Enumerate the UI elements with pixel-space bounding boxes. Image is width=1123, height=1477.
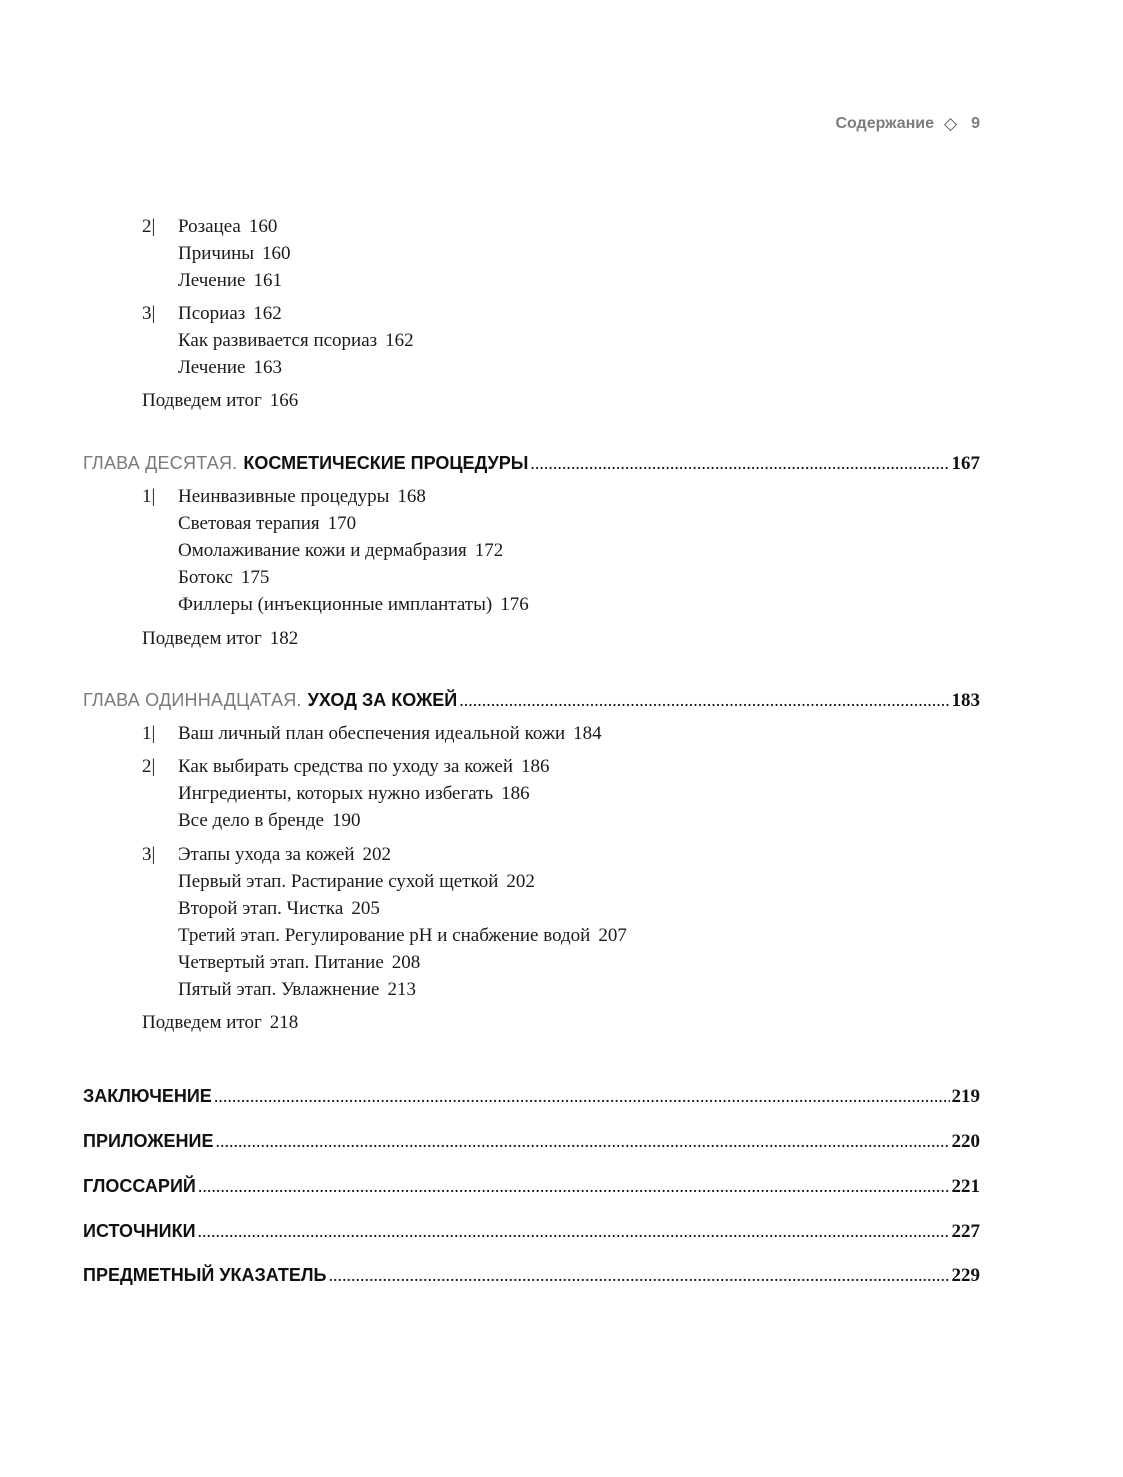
toc-entry[interactable]: Омолаживание кожи и дермабразия 172 <box>178 540 504 561</box>
section-title: Содержание <box>835 115 935 132</box>
toc-entry[interactable]: Третий этап. Регулирование pH и снабжение водой 207 <box>178 925 627 946</box>
toc-entry[interactable]: 1| Ваш личный план обеспечения идеальной кожи 184 <box>142 723 602 744</box>
toc-appendix[interactable]: ПРИЛОЖЕНИЕ ..... 220 <box>83 1129 980 1154</box>
dot-leader <box>214 1084 950 1108</box>
toc-chapter-11[interactable] <box>83 688 980 713</box>
toc-entry[interactable]: Четвертый этап. Питание 208 <box>178 952 421 973</box>
toc-entry[interactable]: 2| Розацеа 160 <box>142 216 278 237</box>
dot-leader <box>328 1263 949 1287</box>
dot-leader <box>198 1219 950 1243</box>
toc-entry[interactable]: 2| Как выбирать средства по уходу за кожей 186 <box>142 756 550 777</box>
toc-section-steps <box>142 841 627 1003</box>
page-number: 9 <box>971 115 980 132</box>
toc-sources[interactable]: ИСТОЧНИКИ ..... 227 <box>83 1219 980 1244</box>
toc-entry[interactable]: Ингредиенты, которых нужно избегать 186 <box>178 783 530 804</box>
toc-glossary[interactable]: ГЛОССАРИЙ ..... 221 <box>83 1174 980 1199</box>
dot-leader <box>459 688 949 712</box>
toc-entry[interactable]: Первый этап. Растирание сухой щеткой 202 <box>178 871 535 892</box>
toc-summary[interactable]: Подведем итог 218 <box>142 1012 299 1033</box>
toc-entry[interactable]: 1| Неинвазивные процедуры 168 <box>142 486 426 507</box>
toc-section-rosacea <box>142 213 291 294</box>
toc-entry[interactable]: Лечение 163 <box>178 357 282 378</box>
toc-entry[interactable]: Лечение 161 <box>178 270 282 291</box>
toc-summary[interactable]: Подведем итог 166 <box>142 390 299 411</box>
toc-entry[interactable]: Как развивается псориаз 162 <box>178 330 414 351</box>
toc-entry[interactable]: 3| Псориаз 162 <box>142 303 282 324</box>
toc-entry[interactable]: Пятый этап. Увлажнение 213 <box>178 979 416 1000</box>
chapter-page: 183 <box>951 690 980 711</box>
dot-leader <box>530 451 949 475</box>
toc-chapter-10[interactable] <box>83 451 980 476</box>
chapter-page: 167 <box>951 453 980 474</box>
dot-leader <box>198 1174 950 1198</box>
toc-summary[interactable]: Подведем итог 182 <box>142 628 299 649</box>
chapter-label: ГЛАВА ДЕСЯТАЯ. <box>83 453 238 473</box>
running-head <box>835 114 980 134</box>
chapter-title: УХОД ЗА КОЖЕЙ <box>307 690 458 710</box>
toc-entry[interactable]: Световая терапия 170 <box>178 513 357 534</box>
toc-section-plan <box>142 720 602 747</box>
toc-entry[interactable]: Ботокс 175 <box>178 567 270 588</box>
chapter-label: ГЛАВА ОДИННАДЦАТАЯ. <box>83 690 302 710</box>
chapter-title: КОСМЕТИЧЕСКИЕ ПРОЦЕДУРЫ <box>243 453 529 473</box>
toc-entry[interactable]: Филлеры (инъекционные имплантаты) 176 <box>178 594 529 615</box>
toc-section-products <box>142 753 550 834</box>
diamond-outline-icon: ◇ <box>944 114 958 133</box>
toc-index[interactable]: ПРЕДМЕТНЫЙ УКАЗАТЕЛЬ ..... 229 <box>83 1263 980 1288</box>
dot-leader <box>216 1129 950 1153</box>
toc-entry[interactable]: Все дело в бренде 190 <box>178 810 361 831</box>
toc-entry[interactable]: 3| Этапы ухода за кожей 202 <box>142 844 391 865</box>
toc-entry[interactable]: Второй этап. Чистка 205 <box>178 898 380 919</box>
toc-section-psoriasis <box>142 300 414 381</box>
toc-conclusion[interactable]: ЗАКЛЮЧЕНИЕ ..... 219 <box>83 1084 980 1109</box>
toc-entry[interactable]: Причины 160 <box>178 243 291 264</box>
toc-section-procedures <box>142 483 529 618</box>
